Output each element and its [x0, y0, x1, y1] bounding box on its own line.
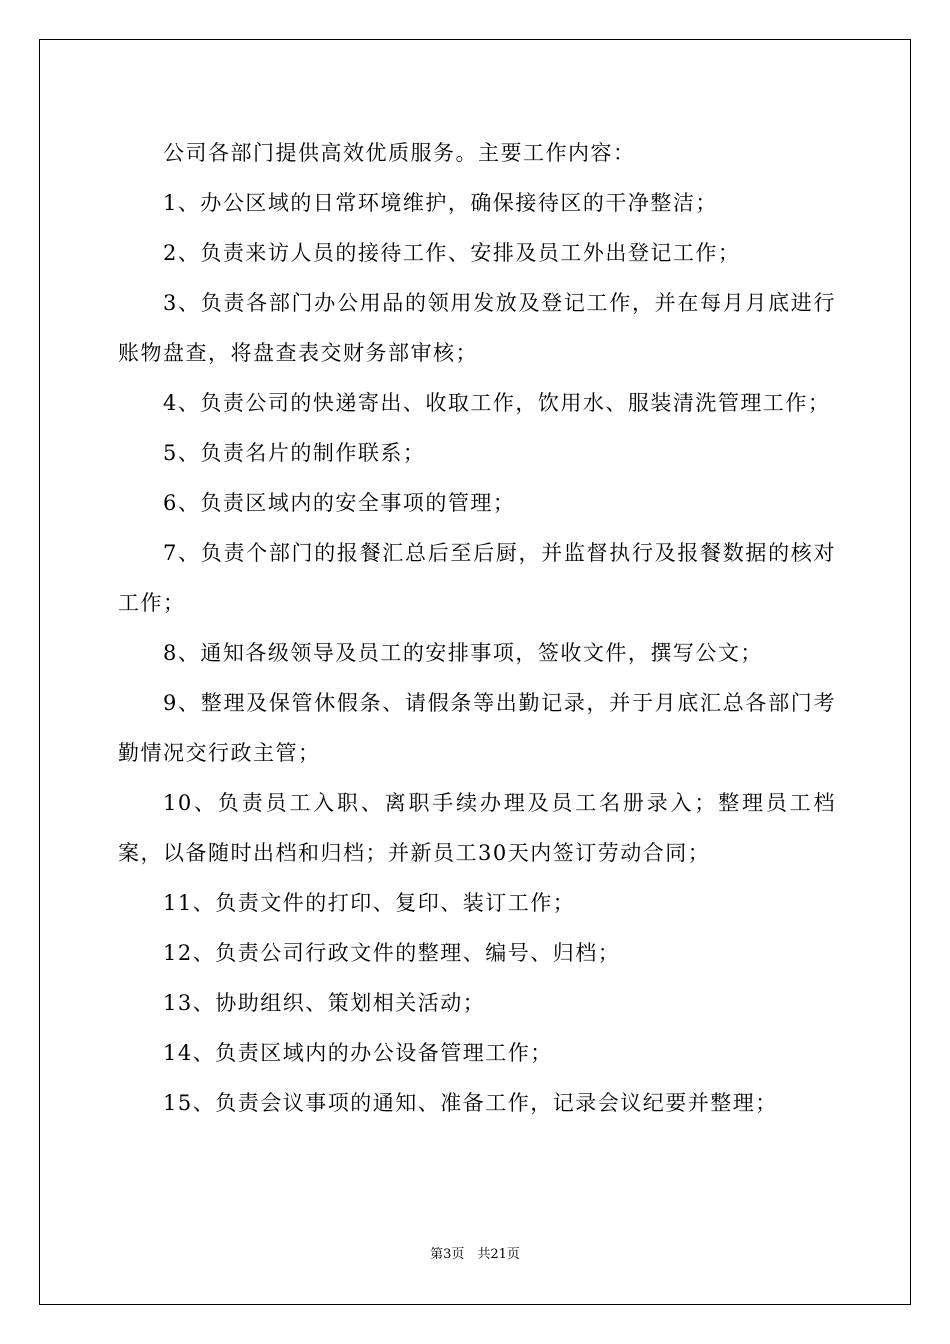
- paragraph-item-14: 14、负责区域内的办公设备管理工作；: [163, 1041, 553, 1065]
- paragraph-item-3: 3、负责各部门办公用品的领用发放及登记工作，并在每月月底进行账物盘查，将盘查表交财务部审核；: [118, 291, 836, 365]
- page-number-label: 第3页 共21页: [430, 1247, 520, 1262]
- paragraph-item-15: 15、负责会议事项的通知、准备工作，记录会议纪要并整理；: [163, 1091, 778, 1115]
- page-footer: [0, 1243, 950, 1262]
- paragraph-intro: 公司各部门提供高效优质服务。主要工作内容：: [163, 141, 636, 165]
- paragraph-item-8: 8、通知各级领导及员工的安排事项，签收文件，撰写公文；: [163, 641, 763, 665]
- paragraph-item-1: 1、办公区域的日常环境维护，确保接待区的干净整洁；: [163, 191, 718, 215]
- paragraph-item-11: 11、负责文件的打印、复印、装订工作；: [163, 891, 576, 915]
- paragraph-item-4: 4、负责公司的快递寄出、收取工作，饮用水、服装清洗管理工作；: [163, 391, 831, 415]
- paragraph-item-9: 9、整理及保管休假条、请假条等出勤记录，并于月底汇总各部门考勤情况交行政主管；: [118, 691, 836, 765]
- paragraph-item-7: 7、负责个部门的报餐汇总后至后厨，并监督执行及报餐数据的核对工作；: [118, 541, 836, 615]
- paragraph-item-13: 13、协助组织、策划相关活动；: [163, 991, 486, 1015]
- paragraph-item-2: 2、负责来访人员的接待工作、安排及员工外出登记工作；: [163, 241, 741, 265]
- paragraph-item-12: 12、负责公司行政文件的整理、编号、归档；: [163, 941, 621, 965]
- paragraph-item-6: 6、负责区域内的安全事项的管理；: [163, 491, 516, 515]
- paragraph-item-10: 10、负责员工入职、离职手续办理及员工名册录入；整理员工档案，以备随时出档和归档；并新员工30天内签订劳动合同；: [118, 791, 836, 865]
- document-body: [118, 128, 836, 1128]
- paragraph-item-5: 5、负责名片的制作联系；: [163, 441, 426, 465]
